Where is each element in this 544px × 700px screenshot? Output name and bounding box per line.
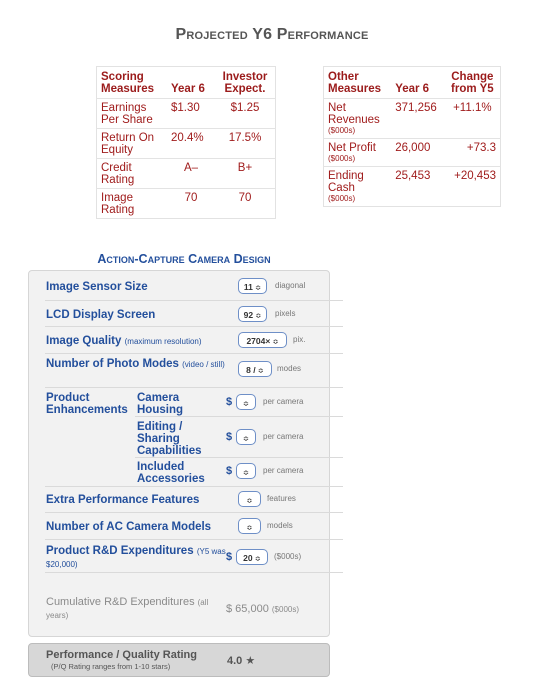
image-quality-unit: pix.	[293, 335, 306, 344]
chevron-updown-icon: ≎	[254, 556, 261, 563]
value-cell: +11.1%	[445, 99, 501, 139]
chevron-updown-icon: ≎	[243, 436, 249, 443]
measure-cell: Credit Rating	[97, 159, 168, 189]
value-cell: $1.30	[167, 99, 215, 129]
extra-features-unit: features	[267, 494, 296, 503]
rnd-value: 20	[243, 553, 253, 563]
cumulative-rnd-amount: $ 65,000	[226, 603, 269, 615]
measure-label: Ending Cash	[328, 170, 364, 194]
rating-label: Performance / Quality Rating	[46, 649, 197, 661]
editing-sharing-label: Editing / Sharing Capabilities	[137, 421, 202, 457]
value-cell: $1.25	[215, 99, 276, 129]
divider	[45, 512, 343, 513]
measure-cell: Image Rating	[101, 192, 135, 216]
divider	[45, 486, 343, 487]
photo-modes-label	[46, 358, 236, 371]
value-cell: 371,256	[391, 99, 444, 139]
image-quality-label	[46, 335, 202, 348]
extra-features-label: Extra Performance Features	[46, 494, 200, 506]
camera-models-label: Number of AC Camera Models	[46, 521, 212, 533]
col-header: Change from Y5	[445, 67, 501, 99]
divider	[135, 457, 343, 458]
col-header: Other Measures	[324, 67, 392, 99]
chevron-updown-icon: ≎	[246, 525, 253, 532]
cumulative-rnd-title: Cumulative R&D Expenditures	[46, 596, 195, 608]
table-row	[97, 159, 276, 189]
included-accessories-unit: per camera	[263, 466, 304, 475]
value-cell: 20.4%	[167, 129, 215, 159]
enhancements-label: Product Enhancements	[46, 392, 128, 416]
editing-sharing-unit: per camera	[263, 432, 304, 441]
cumulative-rnd-label	[46, 596, 226, 622]
value-cell: 17.5%	[215, 129, 276, 159]
measure-cell	[324, 167, 392, 207]
currency-symbol: $	[226, 396, 233, 408]
rnd-unit: ($000s)	[274, 552, 302, 561]
lcd-unit: pixels	[275, 309, 296, 318]
camera-housing-stepper[interactable]	[236, 394, 256, 410]
divider	[45, 353, 343, 354]
chevron-updown-icon: ≎	[255, 313, 262, 320]
table-row	[97, 189, 276, 219]
rating-range-note: (P/Q Rating ranges from 1-10 stars)	[51, 662, 171, 671]
measure-cell	[324, 139, 392, 167]
divider	[45, 387, 343, 388]
table-row	[97, 129, 276, 159]
image-quality-select[interactable]	[238, 332, 287, 348]
sensor-size-label: Image Sensor Size	[46, 281, 148, 293]
col-header: Investor Expect.	[215, 67, 276, 99]
col-header: Year 6	[167, 67, 215, 99]
value-cell: 25,453	[395, 170, 431, 182]
photo-modes-title: Number of Photo Modes	[46, 358, 179, 370]
photo-modes-value: 8 /	[246, 365, 256, 375]
chevron-updown-icon: ≎	[272, 339, 279, 346]
camera-models-stepper[interactable]	[238, 518, 261, 534]
value-cell: 70	[238, 192, 252, 204]
image-quality-note: (maximum resolution)	[124, 337, 202, 346]
photo-modes-stepper[interactable]	[238, 361, 272, 377]
col-header: Year 6	[391, 67, 444, 99]
chevron-updown-icon: ≎	[246, 498, 253, 505]
chevron-updown-icon: ≎	[243, 401, 249, 408]
currency-symbol: $	[226, 465, 233, 477]
lcd-label: LCD Display Screen	[46, 309, 156, 321]
lcd-value: 92	[243, 310, 254, 320]
chevron-updown-icon: ≎	[257, 368, 264, 375]
editing-sharing-stepper[interactable]	[236, 429, 256, 445]
currency-symbol: $	[226, 551, 233, 563]
divider	[45, 572, 343, 573]
table-row	[324, 139, 501, 167]
unit-note: ($000s)	[328, 194, 356, 203]
camera-housing-label: Camera Housing	[137, 392, 183, 416]
camera-models-unit: models	[267, 521, 293, 530]
scoring-measures-table	[96, 66, 276, 219]
photo-modes-unit: modes	[277, 364, 302, 373]
cumulative-rnd-value	[226, 603, 299, 615]
lcd-stepper[interactable]	[238, 306, 267, 322]
photo-modes-note: (video / still)	[182, 360, 225, 369]
table-row	[324, 167, 501, 207]
table-row	[97, 99, 276, 129]
rnd-note: (Y5 was $20,000)	[46, 547, 226, 569]
value-cell: A–	[167, 159, 215, 189]
sensor-size-value: 11	[243, 282, 253, 292]
cumulative-rnd-unit: ($000s)	[271, 605, 300, 614]
chevron-updown-icon: ≎	[255, 285, 262, 292]
other-measures-table	[323, 66, 501, 207]
table-row	[324, 99, 501, 139]
included-accessories-stepper[interactable]	[236, 463, 256, 479]
measure-cell: Return On Equity	[97, 129, 168, 159]
measure-cell: Earnings Per Share	[97, 99, 168, 129]
value-cell: +20,453	[454, 170, 496, 182]
value-cell: B+	[215, 159, 276, 189]
value-cell: +73.3	[445, 139, 501, 167]
divider	[45, 326, 343, 327]
extra-features-stepper[interactable]	[238, 491, 261, 507]
unit-note: ($000s)	[328, 154, 356, 163]
divider	[45, 300, 343, 301]
value-cell: 26,000	[391, 139, 444, 167]
sensor-size-stepper[interactable]	[238, 278, 267, 294]
rnd-title: Product R&D Expenditures	[46, 545, 194, 557]
cumulative-rnd-note: (all years)	[46, 598, 209, 620]
design-panel	[28, 270, 330, 637]
rnd-label	[46, 545, 226, 571]
image-quality-value: 2704×	[246, 336, 271, 346]
page-title: Projected Y6 Performance	[175, 26, 369, 43]
design-section-title: Action-Capture Camera Design	[97, 252, 271, 266]
col-header: Scoring Measures	[97, 67, 168, 99]
image-quality-title: Image Quality	[46, 335, 122, 347]
divider	[135, 416, 343, 417]
measure-label: Net Revenues	[328, 102, 380, 126]
chevron-updown-icon: ≎	[243, 470, 249, 477]
rnd-stepper[interactable]	[236, 549, 268, 565]
measure-label: Net Profit	[328, 142, 376, 154]
unit-note: ($000s)	[328, 126, 356, 135]
divider	[45, 539, 343, 540]
sensor-size-unit: diagonal	[275, 281, 306, 290]
included-accessories-label: Included Accessories	[137, 461, 205, 485]
currency-symbol: $	[226, 431, 233, 443]
camera-housing-unit: per camera	[263, 397, 304, 406]
measure-cell	[324, 99, 392, 139]
value-cell: 70	[184, 192, 198, 204]
performance-rating-bar	[28, 643, 330, 677]
rating-value: 4.0 ★	[227, 655, 256, 667]
